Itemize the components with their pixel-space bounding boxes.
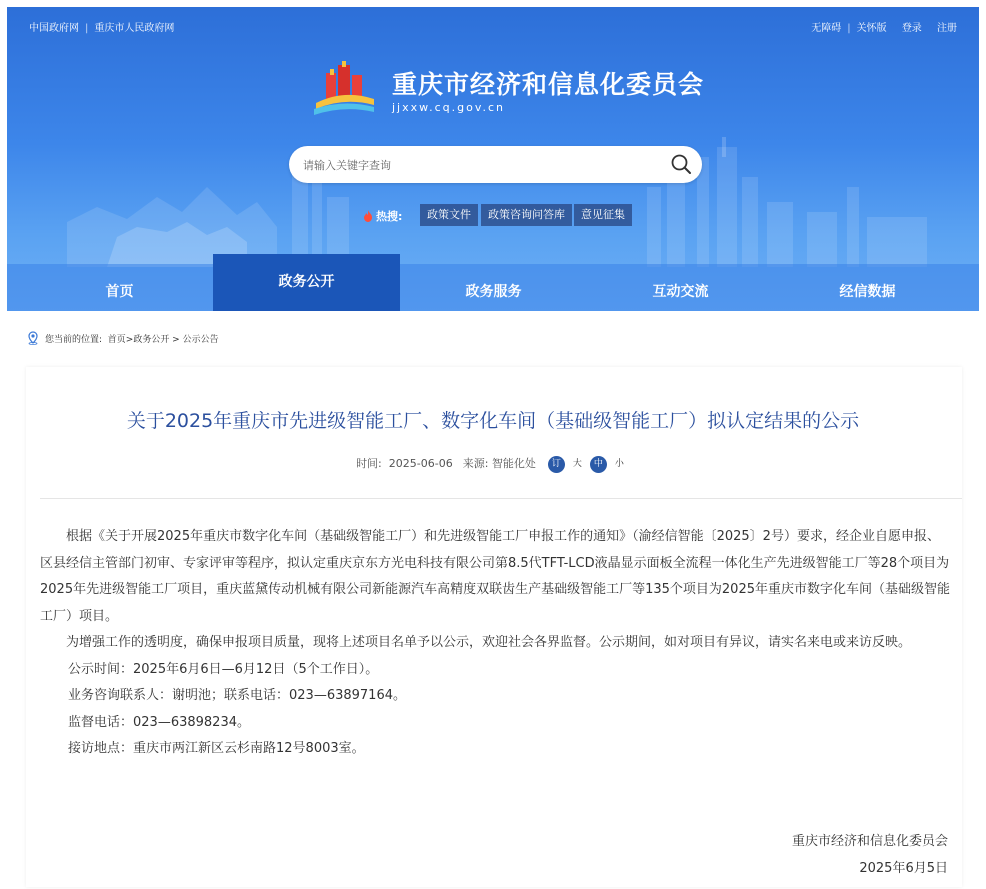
nav-interaction[interactable]: 互动交流 bbox=[652, 284, 709, 300]
top-right-links bbox=[811, 19, 957, 34]
logo-emblem-icon bbox=[312, 59, 376, 117]
search-box bbox=[289, 146, 702, 183]
source-value: 智能化处 bbox=[491, 457, 536, 470]
search-icon[interactable] bbox=[670, 153, 692, 175]
nav-data[interactable]: 经信数据 bbox=[839, 284, 896, 300]
nav-gov-affairs[interactable]: 政务公开 bbox=[213, 254, 400, 311]
nav-home[interactable]: 首页 bbox=[105, 284, 134, 300]
register-link[interactable]: 注册 bbox=[937, 23, 957, 34]
font-medium-button[interactable]: 中 bbox=[590, 456, 607, 473]
site-header bbox=[7, 7, 979, 311]
location-pin-icon bbox=[26, 331, 40, 345]
gov-cn-link[interactable]: 中国政府网 bbox=[29, 23, 79, 34]
nav-gov-services[interactable]: 政务服务 bbox=[465, 284, 522, 300]
paragraph: 根据《关于开展2025年重庆市数字化车间（基础级智能工厂）和先进级智能工厂申报工作的通知》（渝经信智能〔2025〕2号）要求，经企业自愿申报、区县经信主管部门初审、专家评审等程序，拟认定重庆京东方光电科技有限公司第8.5代TFT-LCD液晶显示面板全流程一体化生产先进级智能工厂等28个项目为2025年先进级智能工厂项目，重庆蓝黛传动机械有限公司新能源汽车高精度双联齿生产基础级智能工厂等135个项目为2025年重庆市数字化车间（基础级智能工厂）项目。 bbox=[40, 529, 950, 624]
site-name: 重庆市经济和信息化委员会 bbox=[392, 70, 705, 99]
care-mode-link[interactable]: 关怀版 bbox=[856, 23, 887, 34]
font-small-button[interactable]: 小 bbox=[611, 456, 628, 473]
breadcrumb-path[interactable]: 首页>政务公开 > 公示公告 bbox=[107, 335, 219, 345]
title-divider bbox=[40, 498, 962, 499]
breadcrumb-label: 您当前的位置: bbox=[45, 335, 103, 345]
main-nav bbox=[7, 264, 979, 311]
info-line-period: 公示时间：2025年6月6日—6月12日（5个工作日）。 bbox=[68, 661, 379, 677]
top-utility-bar bbox=[29, 19, 957, 35]
info-line-contact: 业务咨询联系人：谢明池；联系电话：023—63897164。 bbox=[68, 688, 406, 703]
top-left-links bbox=[29, 19, 174, 34]
divider: | bbox=[847, 23, 851, 34]
spacer bbox=[928, 23, 931, 34]
paragraph: 为增强工作的透明度，确保申报项目质量，现将上述项目名单予以公示，欢迎社会各界监督。公示期间，如对项目有异议，请实名来电或来访反映。 bbox=[66, 635, 912, 650]
hot-tag-policy-docs[interactable]: 政策文件 bbox=[420, 204, 478, 226]
hot-tag-policy-qa[interactable]: 政策咨询问答库 bbox=[481, 204, 572, 226]
breadcrumb bbox=[26, 331, 219, 347]
site-logo[interactable] bbox=[312, 59, 705, 123]
article-title: 关于2025年重庆市先进级智能工厂、数字化车间（基础级智能工厂）拟认定结果的公示 bbox=[126, 410, 860, 432]
source-label: 来源: bbox=[462, 457, 489, 470]
publish-date: 2025-06-06 bbox=[388, 457, 453, 470]
signature-org: 重庆市经济和信息化委员会 bbox=[791, 834, 948, 849]
accessibility-link[interactable]: 无障碍 bbox=[811, 23, 842, 34]
search-input[interactable] bbox=[303, 155, 663, 175]
fire-icon bbox=[362, 210, 374, 222]
login-link[interactable]: 登录 bbox=[901, 23, 922, 34]
info-line-supervision: 监督电话：023—63898234。 bbox=[68, 714, 250, 730]
divider: | bbox=[85, 23, 89, 34]
font-large-button[interactable]: 大 bbox=[569, 456, 586, 473]
site-domain: jjxxw.cq.gov.cn bbox=[392, 101, 506, 114]
hot-search-label bbox=[362, 208, 402, 224]
article-signature bbox=[792, 828, 948, 882]
article-body bbox=[40, 524, 950, 763]
time-label: 时间: bbox=[356, 457, 382, 470]
signature-date: 2025年6月5日 bbox=[859, 861, 948, 876]
hot-tag-opinion-collection[interactable]: 意见征集 bbox=[574, 204, 632, 226]
article-meta bbox=[0, 455, 986, 473]
hot-search-text: 热搜: bbox=[376, 210, 403, 223]
cq-gov-link[interactable]: 重庆市人民政府网 bbox=[94, 23, 175, 34]
spacer bbox=[893, 23, 896, 34]
info-line-address: 接访地点：重庆市两江新区云杉南路12号8003室。 bbox=[68, 741, 365, 756]
subscribe-button[interactable]: 订 bbox=[548, 456, 565, 473]
